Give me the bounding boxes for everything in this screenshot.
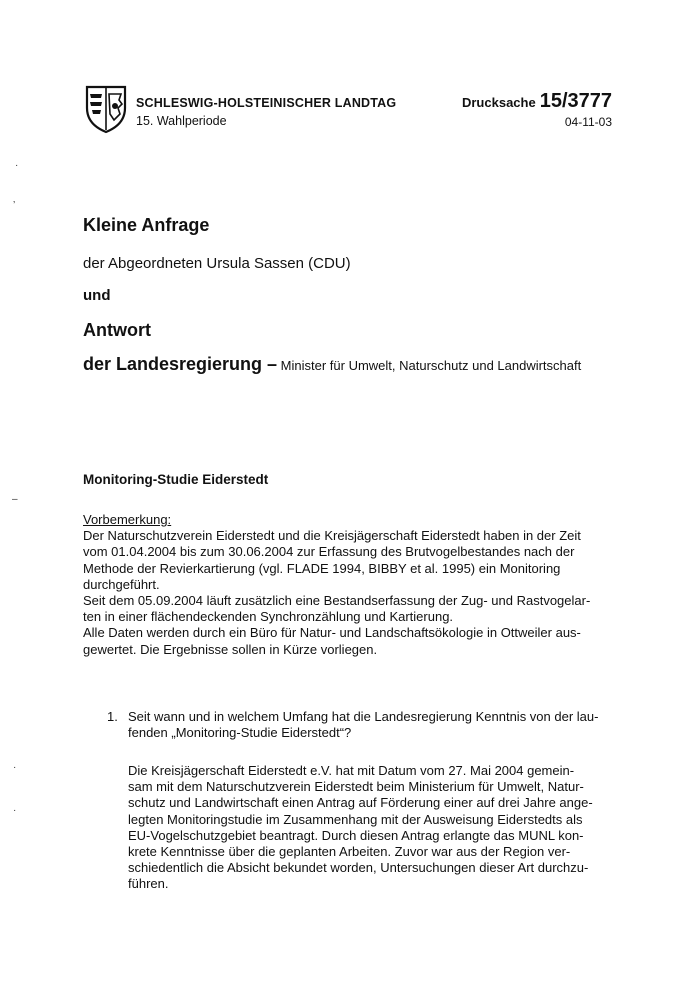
question-number: 1.: [107, 709, 118, 724]
legislative-period: 15. Wahlperiode: [136, 114, 227, 128]
preface-line: ten in einer flächendeckenden Synchronzählung und Kartierung.: [83, 609, 454, 625]
margin-mark: ·: [13, 762, 17, 773]
question-line: Seit wann und in welchem Umfang hat die Landesregierung Kenntnis von der lau-: [128, 709, 599, 724]
answer-line: sam mit dem Naturschutzverein Eiderstedt beim Ministerium für Umwelt, Natur-: [128, 779, 584, 795]
preface-line: vom 01.04.2004 bis zum 30.06.2004 zur Erfassung des Brutvogelbestandes nach der: [83, 544, 575, 560]
document-label: Drucksache: [461, 95, 536, 110]
question-line: fenden „Monitoring-Studie Eiderstedt“?: [128, 725, 352, 741]
requester: der Abgeordneten Ursula Sassen (CDU): [83, 255, 351, 272]
request-type: Kleine Anfrage: [83, 215, 210, 235]
preface-line: Methode der Revierkartierung (vgl. FLADE 1994, BIBBY et al. 1995) ein Monitoring: [83, 560, 561, 576]
answer-line: Die Kreisjägerschaft Eiderstedt e.V. hat mit Datum vom 27. Mai 2004 gemein-: [128, 763, 575, 778]
answer-line: EU-Vogelschutzgebiet beantragt. Durch diesen Antrag erlangte das MUNL kon-: [128, 827, 584, 843]
preface-line: Seit dem 05.09.2004 läuft zusätzlich eine Bestandserfassung der Zug- und Rastvogelar-: [83, 593, 591, 609]
answer-line: schutz und Landwirtschaft einen Antrag auf Förderung einer auf drei Jahre ange-: [128, 795, 593, 811]
margin-mark: ’: [13, 200, 16, 211]
margin-mark: ·: [15, 160, 19, 171]
preface-line: durchgeführt.: [83, 576, 160, 592]
preface-line: Alle Daten werden durch ein Büro für Natur- und Landschaftsökologie in Ottweiler aus-: [83, 625, 581, 641]
preface-block: [83, 512, 623, 658]
ministry-name: Minister für Umwelt, Naturschutz und Landwirtschaft: [277, 358, 582, 373]
document-number-block: [462, 90, 612, 113]
coat-of-arms-icon: [84, 84, 128, 134]
margin-mark: ·: [13, 805, 17, 816]
preface-line: Der Naturschutzverein Eiderstedt und die Kreisjägerschaft Eiderstedt haben in der Zeit: [83, 528, 581, 544]
answer-1: [128, 763, 616, 893]
document-date: 04-11-03: [564, 115, 612, 129]
answer-line: legten Monitoringstudie im Zusammenhang mit der Ausweisung Eiderstedts als: [128, 811, 583, 827]
answer-line: führen.: [128, 876, 169, 892]
answer-line: krete Kenntnisse über die geplanten Arbeiten. Zuvor war aus der Region ver-: [128, 844, 571, 860]
answer-line: schiedentlich die Absicht bekundet worden, Untersuchungen dieser Art durchzu-: [128, 860, 589, 876]
government-label: der Landesregierung –: [83, 354, 278, 374]
parliament-name: SCHLESWIG-HOLSTEINISCHER LANDTAG: [136, 96, 397, 110]
government-line: [83, 354, 581, 375]
and-label: und: [83, 287, 111, 304]
answer-heading: Antwort: [83, 320, 151, 340]
section-title: Monitoring-Studie Eiderstedt: [83, 472, 269, 487]
preface-label: Vorbemerkung:: [83, 512, 172, 527]
margin-mark: –: [12, 494, 18, 505]
preface-line: gewertet. Die Ergebnisse sollen in Kürze vorliegen.: [83, 641, 378, 657]
document-number: 15/3777: [539, 90, 612, 112]
question-1: [107, 709, 617, 741]
question-text: [128, 709, 598, 741]
